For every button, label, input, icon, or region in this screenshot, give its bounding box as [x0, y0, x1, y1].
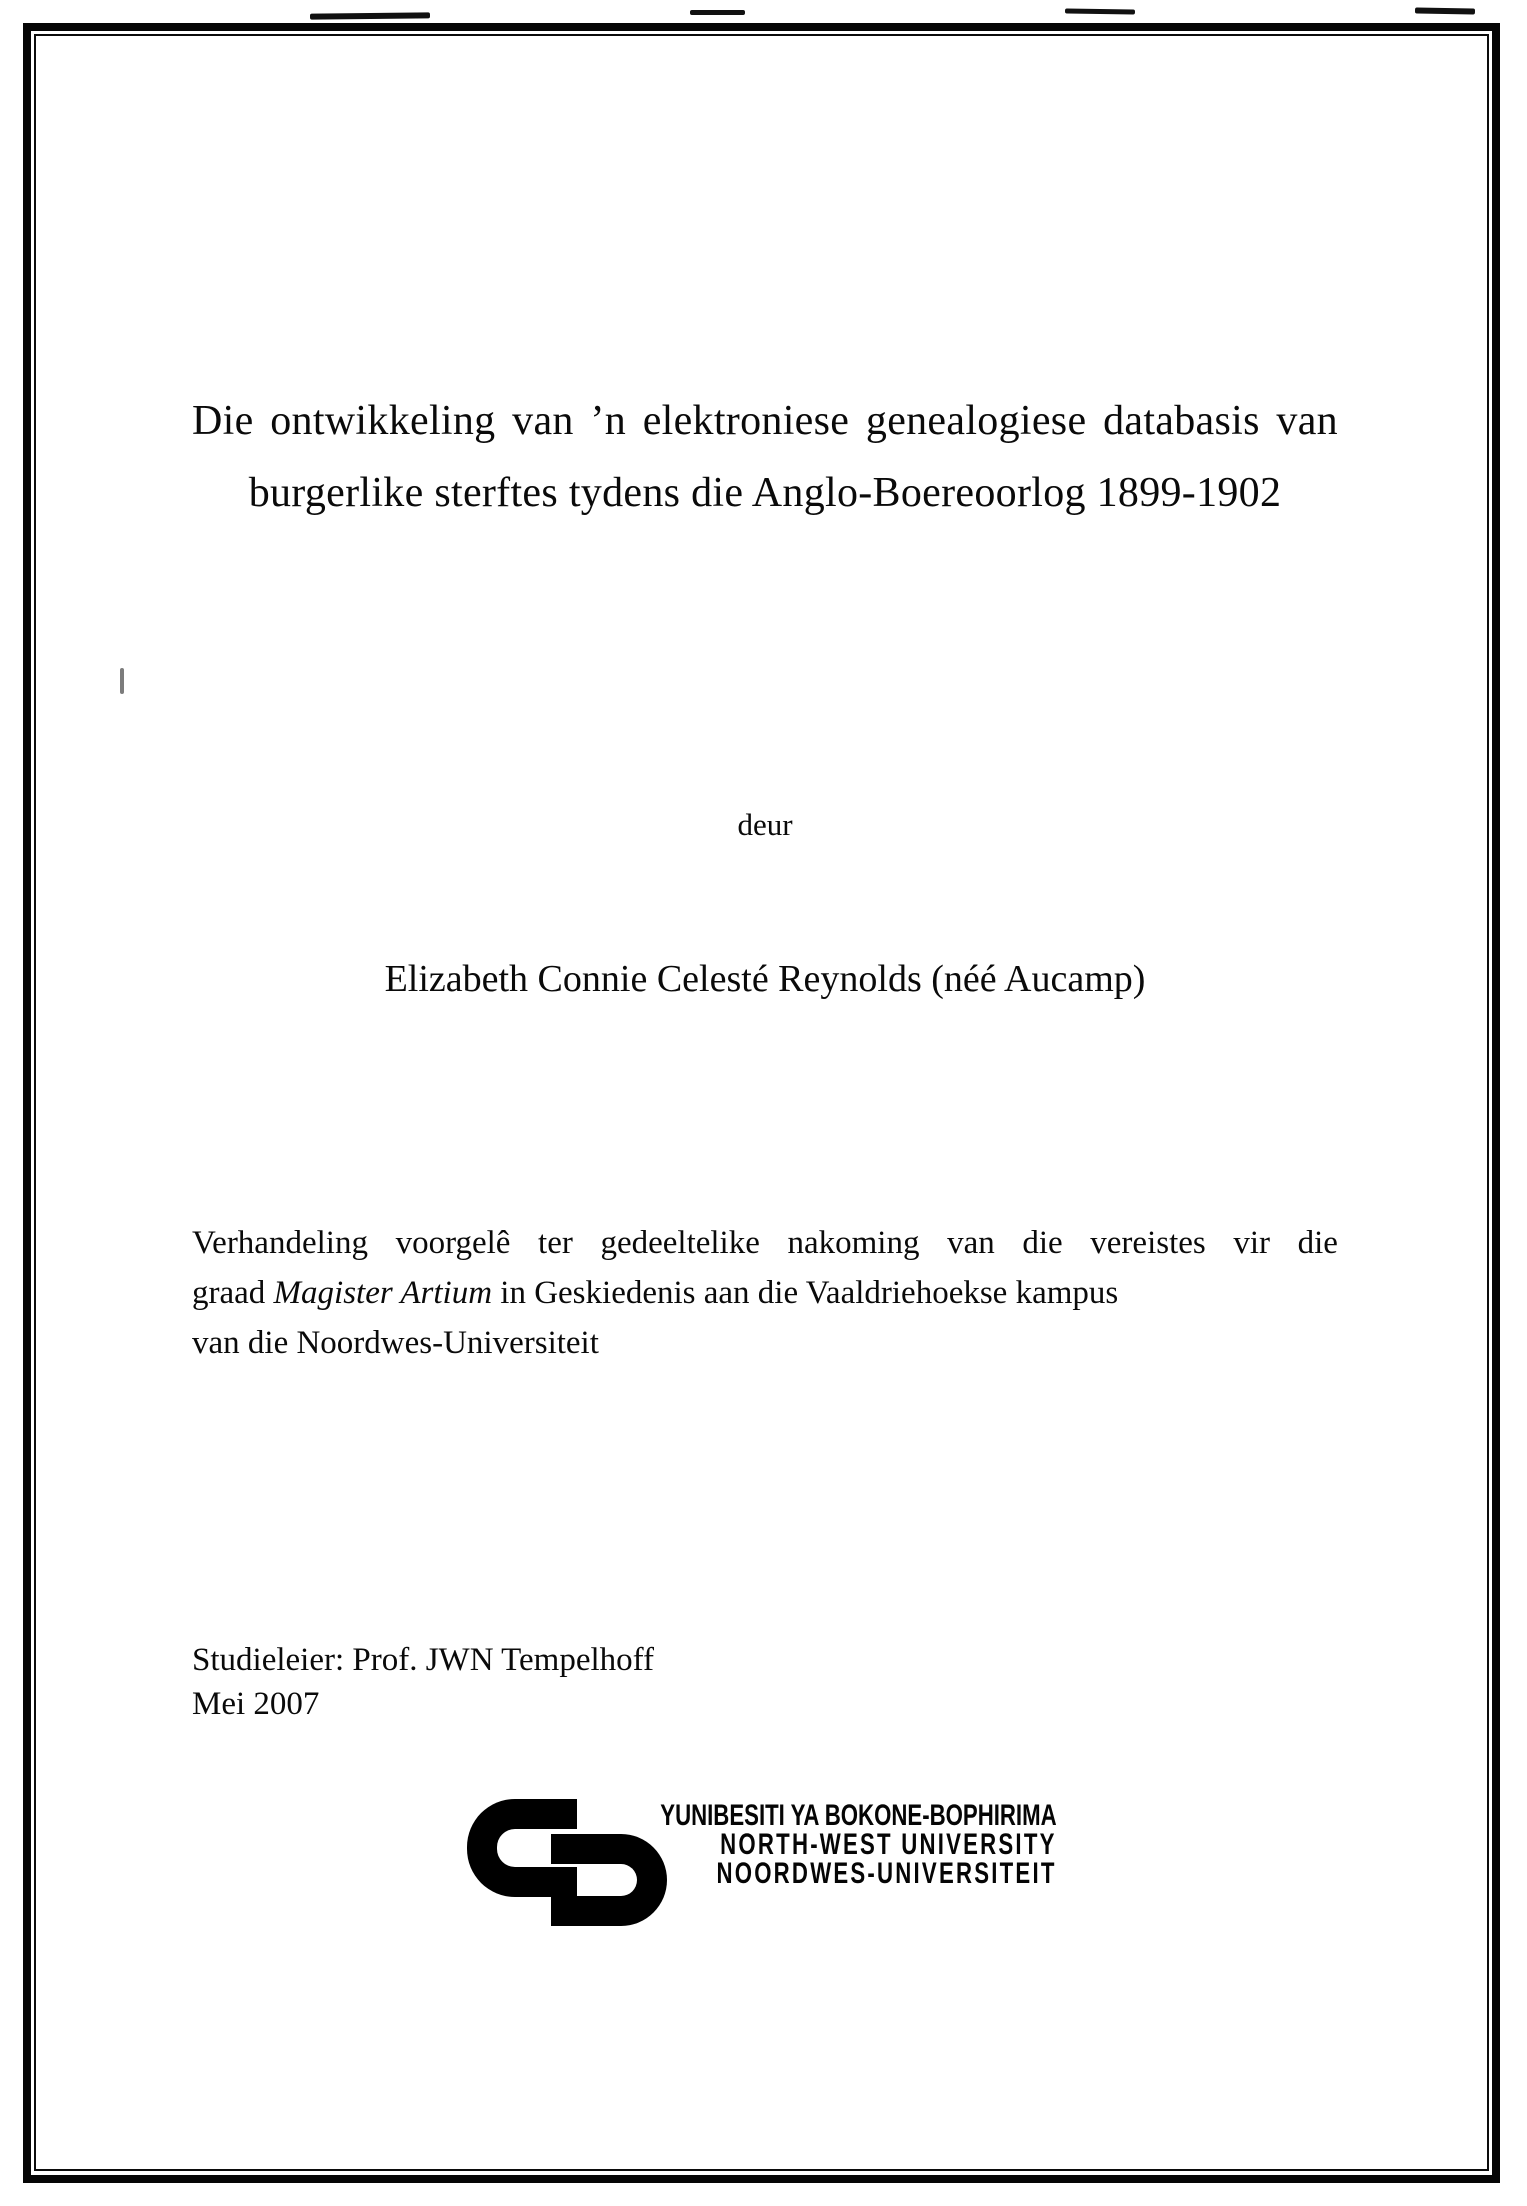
degree-statement-line-3: van die Noordwes-Universiteit	[192, 1325, 599, 1361]
scan-artifact	[310, 12, 430, 19]
degree-statement-line-2-suffix: in Geskiedenis aan die Vaaldriehoekse kampus	[492, 1275, 1119, 1311]
nwu-logo-mark	[467, 1799, 667, 1927]
scan-artifact	[1415, 7, 1475, 14]
nwu-logo-wordmark	[661, 1801, 1057, 1888]
supervisor-block	[192, 1638, 1338, 1726]
logo-wordmark-line-1: YUNIBESITI YA BOKONE-BOPHIRIMA	[660, 1799, 1057, 1832]
scan-artifact	[690, 10, 745, 15]
byline: deur	[737, 807, 793, 842]
chain-link-right-icon	[551, 1834, 667, 1926]
thesis-title-line-1: Die ontwikkeling van ’n elektroniese genealogiese databasis van	[192, 398, 1338, 444]
thesis-title	[192, 385, 1338, 529]
date-line: Mei 2007	[192, 1686, 320, 1722]
thesis-title-line-2: burgerlike sterftes tydens die Anglo-Boereoorlog 1899-1902	[248, 470, 1282, 516]
scan-artifact	[120, 668, 124, 694]
author-name: Elizabeth Connie Celesté Reynolds (néé Aucamp)	[384, 958, 1146, 1000]
scan-artifact	[1065, 9, 1135, 15]
degree-statement-line-2-prefix: graad	[192, 1275, 274, 1311]
supervisor-line: Studieleier: Prof. JWN Tempelhoff	[192, 1642, 655, 1678]
degree-statement-line-1: Verhandeling voorgelê ter gedeeltelike nakoming van die vereistes vir die	[192, 1225, 1338, 1261]
degree-statement	[192, 1218, 1338, 1368]
logo-wordmark-line-3: NOORDWES-UNIVERSITEIT	[716, 1857, 1057, 1890]
logo-wordmark-line-2: NORTH-WEST UNIVERSITY	[720, 1828, 1057, 1861]
degree-name-italic: Magister Artium	[273, 1275, 493, 1311]
degree-statement-line-2	[192, 1268, 1338, 1318]
